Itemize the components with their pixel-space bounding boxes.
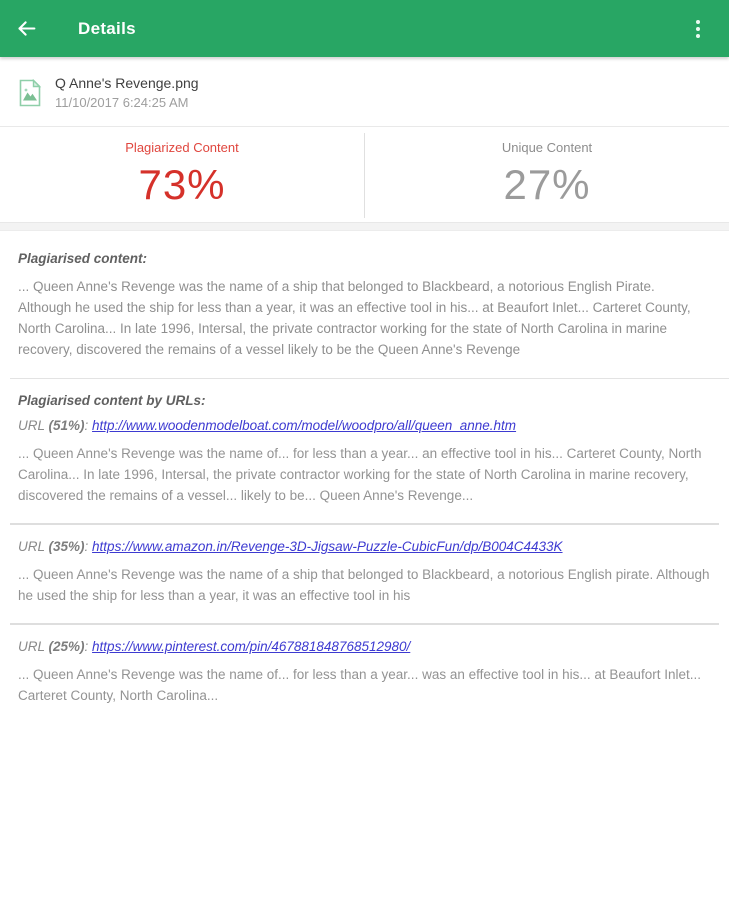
urls-section-header: Plagiarised content by URLs:: [18, 393, 206, 408]
url-snippet: ... Queen Anne's Revenge was the name of... for less than a year... was an effective tool in his... at Beaufort Inlet... Carteret County, North Carolina...: [18, 667, 701, 703]
overflow-menu-button[interactable]: [683, 9, 713, 49]
file-timestamp: 11/10/2017 6:24:25 AM: [55, 95, 189, 110]
stats-panel: [0, 127, 729, 222]
plagiarized-value: 73%: [138, 161, 226, 208]
app-bar: [0, 0, 729, 57]
url-percent: (25%): [48, 639, 85, 654]
url-entry: [18, 418, 711, 506]
url-line: URL (25%): https://www.pinterest.com/pin/467881848768512980/: [18, 639, 411, 654]
url-snippet: ... Queen Anne's Revenge was the name of... for less than a year... an effective tool in his... Carteret County, North Carolina... In late 1996, Intersal, the private contractor working for the state of North Carolina in marine recovery, discovered the remains of a vessel... likely to be... Queen Anne's Revenge...: [18, 446, 702, 503]
url-entry: [18, 639, 711, 706]
url-percent: (51%): [48, 418, 85, 433]
plagiarised-content-text: ... Queen Anne's Revenge was the name of a ship that belonged to Blackbeard, a notorious English Pirate. Although he used the ship for less than a year, it was an effective tool in his... at Beaufort Inlet... Carteret County, North Carolina... In late 1996, Intersal, the private contractor working for the state of North Carolina in marine recovery, discovered the remains of a vessel likely to be the Queen Anne's Revenge: [18, 279, 691, 357]
url-prefix: URL: [18, 539, 49, 554]
source-url-link[interactable]: https://www.pinterest.com/pin/467881848768512980/: [92, 639, 411, 654]
plagiarized-stat: [0, 127, 364, 222]
divider: [10, 378, 729, 379]
url-line: URL (51%): http://www.woodenmodelboat.com/model/woodpro/all/queen_anne.htm: [18, 418, 517, 433]
divider: [10, 523, 719, 525]
divider: [10, 623, 719, 625]
file-list-item[interactable]: [0, 57, 729, 126]
file-name: Q Anne's Revenge.png: [55, 75, 199, 91]
source-url-link[interactable]: http://www.woodenmodelboat.com/model/woodpro/all/queen_anne.htm: [92, 418, 517, 433]
url-percent: (35%): [48, 539, 85, 554]
back-arrow-icon: [16, 18, 37, 39]
url-prefix: URL: [18, 418, 49, 433]
url-prefix: URL: [18, 639, 49, 654]
page-title: Details: [78, 18, 136, 38]
plagiarised-content-header: Plagiarised content:: [18, 251, 148, 266]
kebab-icon: [696, 20, 700, 38]
unique-stat: [365, 127, 729, 222]
url-entry: [18, 539, 711, 606]
url-line: URL (35%): https://www.amazon.in/Revenge-3D-Jigsaw-Puzzle-CubicFun/dp/B004C4433K: [18, 539, 563, 554]
unique-value: 27%: [503, 161, 591, 208]
plagiarized-label: Plagiarized Content: [125, 140, 239, 155]
report-content: [0, 231, 729, 706]
url-snippet: ... Queen Anne's Revenge was the name of a ship that belonged to Blackbeard, a notorious English pirate. Although he used the ship for less than a year, it was an effective tool in his: [18, 567, 710, 603]
section-separator: [0, 222, 729, 231]
image-file-icon: [18, 79, 42, 107]
unique-label: Unique Content: [501, 140, 593, 155]
back-button[interactable]: [16, 9, 56, 49]
source-url-link[interactable]: https://www.amazon.in/Revenge-3D-Jigsaw-Puzzle-CubicFun/dp/B004C4433K: [92, 539, 563, 554]
file-meta: [55, 75, 199, 110]
